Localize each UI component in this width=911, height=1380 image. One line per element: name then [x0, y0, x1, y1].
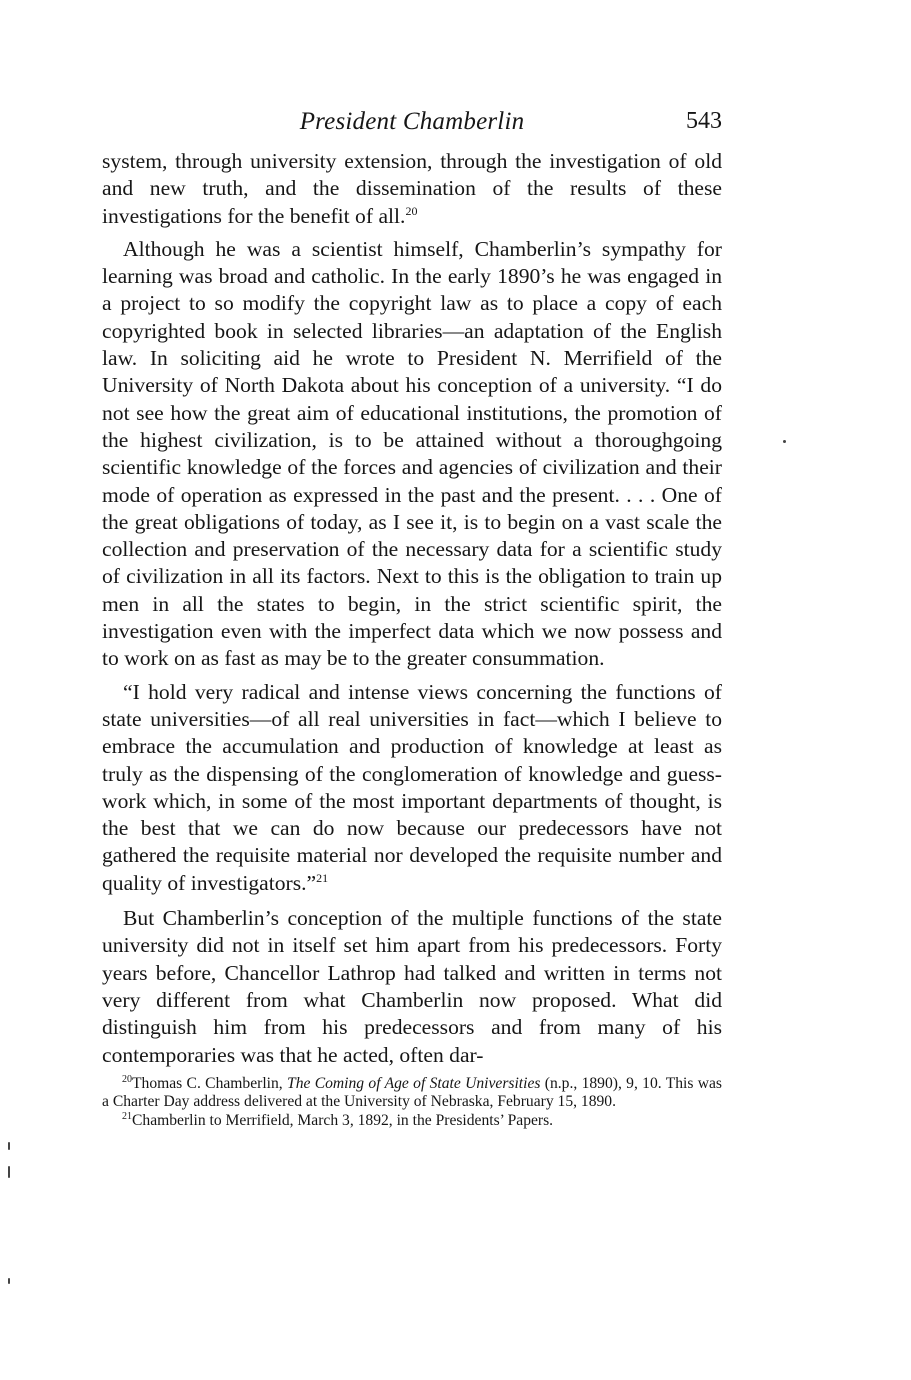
footnote-21: [102, 1112, 722, 1130]
paragraph-3-text: “I hold very radical and intense views concerning the functions of state universities—of all real universities in fact—which I believe to embrace the accumulation and production of knowledge at least as truly as the dispensing of the conglomeration of knowledge and guess-work which, in some of the most important departments of thought, is the best that we can do now because our predecessors have not gathered the requisite material nor developed the requisite number and quality of investigators.”: [102, 679, 722, 895]
footnote-20-title: The Coming of Age of State Universities: [287, 1074, 541, 1092]
footnote-20-rest: (n.p., 1890), 9, 10. This was a Charter Day address delivered at the University of Nebraska, February 15, 1890.: [102, 1074, 722, 1111]
footnote-21-mark: 21: [122, 1110, 132, 1122]
paragraph-4: [102, 905, 722, 1069]
footnote-20-mark: 20: [122, 1073, 132, 1085]
paragraph-4-text: But Chamberlin’s conception of the multiple functions of the state university did not in itself set him apart from his predecessors. Forty years before, Chancellor Lathrop had talked and written in terms not very different from what Chamberlin now proposed. What did distinguish him from his predecessors and from many of his contemporaries was that he acted, often dar-: [102, 906, 722, 1067]
paragraph-2-text: Although he was a scientist himself, Chamberlin’s sympathy for learning was broad and catholic. In the early 1890’s he was engaged in a project to so modify the copyright law as to place a copy of each copyrighted book in selected libraries—an adaptation of the English law. In soliciting aid he wrote to President N. Merrifield of the University of North Dakota about his conception of a university. “I do not see how the great aim of educational institutions, the promotion of the highest civilization, is to be attained without a thoroughgoing scientific knowledge of the forces and agencies of civilization and their mode of operation as expressed in the past and the present. . . . One of the great obligations of today, as I see it, is to begin on a vast scale the collection and preservation of the necessary data for a scientific study of civilization in all its factors. Next to this is the obligation to train up men in all the states to begin, in the strict scientific spirit, the investigation even with the imperfect data which we now possess and to work on as fast as may be to the greater consummation.: [102, 236, 722, 671]
paragraph-3: [102, 679, 722, 897]
scan-speck: [8, 1278, 10, 1284]
footnotes: [102, 1075, 722, 1130]
scan-speck: [8, 1166, 10, 1178]
paragraph-2: [102, 236, 722, 673]
running-head: [102, 108, 722, 148]
note-ref-20: 20: [405, 203, 418, 218]
body-text: [102, 148, 722, 1069]
running-title: President Chamberlin: [299, 108, 525, 135]
scan-speck: [8, 1142, 10, 1150]
footnote-20: [102, 1075, 722, 1112]
paragraph-1-text: system, through university extension, through the investigation of old and new truth, and the dissemination of the results of these investigations for the benefit of all.: [102, 149, 722, 228]
paragraph-1: [102, 148, 722, 230]
page-number: 543: [686, 108, 722, 134]
footnote-21-text: Chamberlin to Merrifield, March 3, 1892, in the Presidents’ Papers.: [132, 1111, 554, 1129]
footnote-20-lead: Thomas C. Chamberlin,: [132, 1074, 288, 1092]
scan-speck: [783, 440, 786, 443]
note-ref-21: 21: [316, 870, 329, 885]
book-page: [102, 108, 722, 1130]
